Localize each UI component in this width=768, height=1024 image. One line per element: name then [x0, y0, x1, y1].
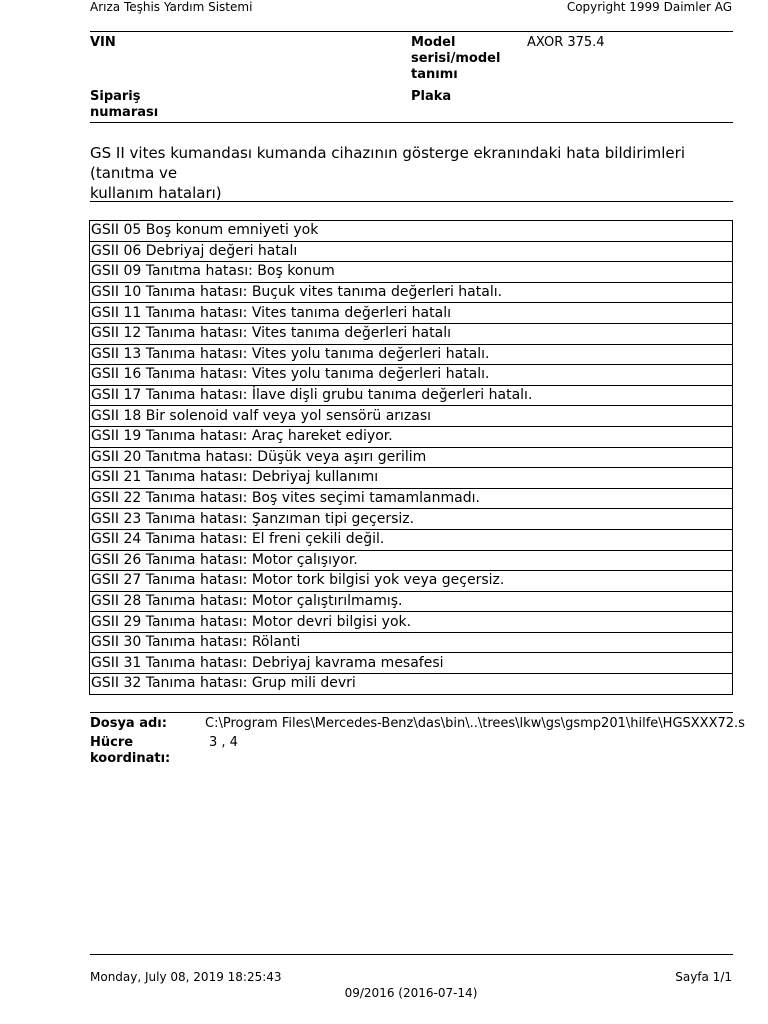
error-code-cell: GSII 18 Bir solenoid valf veya yol sensörü arızası: [90, 406, 733, 427]
error-code-cell: GSII 30 Tanıma hatası: Rölanti: [90, 632, 733, 653]
order-number-label: [90, 89, 158, 121]
model-value: AXOR 375.4: [527, 35, 605, 50]
error-code-cell: GSII 21 Tanıma hatası: Debriyaj kullanımı: [90, 468, 733, 489]
file-name-value: C:\Program Files\Mercedes-Benz\das\bin\..\trees\lkw\gs\gsmp201\hilfe\HGSXXX72.s: [205, 716, 745, 731]
table-row: [90, 406, 733, 427]
table-row: [90, 674, 733, 695]
table-row: [90, 365, 733, 386]
table-row: [90, 262, 733, 283]
copyright-text: Copyright 1999 Daimler AG: [566, 0, 732, 14]
document-title: [90, 143, 730, 203]
error-code-cell: GSII 31 Tanıma hatası: Debriyaj kavrama mesafesi: [90, 653, 733, 674]
table-row: [90, 529, 733, 550]
page-number: Sayfa 1/1: [675, 970, 732, 984]
table-row: [90, 488, 733, 509]
table-row: [90, 509, 733, 530]
order-label-line: numarası: [90, 105, 159, 120]
table-row: [90, 323, 733, 344]
error-code-cell: GSII 09 Tanıtma hatası: Boş konum: [90, 262, 733, 283]
error-code-cell: GSII 26 Tanıma hatası: Motor çalışıyor.: [90, 550, 733, 571]
footer-divider: [90, 954, 733, 955]
table-row: [90, 282, 733, 303]
error-code-cell: GSII 16 Tanıma hatası: Vites yolu tanıma değerleri hatalı.: [90, 365, 733, 386]
error-code-cell: GSII 22 Tanıma hatası: Boş vites seçimi tamamlanmadı.: [90, 488, 733, 509]
error-code-cell: GSII 11 Tanıma hatası: Vites tanıma değerleri hatalı: [90, 303, 733, 324]
error-code-cell: GSII 32 Tanıma hatası: Grup mili devri: [90, 674, 733, 695]
plate-label: Plaka: [411, 89, 452, 104]
table-row: [90, 344, 733, 365]
table-row: [90, 426, 733, 447]
table-row: [90, 241, 733, 262]
document-title-line: kullanım hataları): [90, 184, 222, 202]
header-divider: [90, 31, 733, 32]
table-row: [90, 653, 733, 674]
error-code-cell: GSII 27 Tanıma hatası: Motor tork bilgisi yok veya geçersiz.: [90, 571, 733, 592]
error-code-cell: GSII 06 Debriyaj değeri hatalı: [90, 241, 733, 262]
model-label-line: tanımı: [411, 67, 458, 82]
cell-coordinate-value: 3 , 4: [209, 735, 238, 750]
error-code-cell: GSII 12 Tanıma hatası: Vites tanıma değerleri hatalı: [90, 323, 733, 344]
error-code-cell: GSII 24 Tanıma hatası: El freni çekili değil.: [90, 529, 733, 550]
table-row: [90, 612, 733, 633]
table-row: [90, 447, 733, 468]
table-divider: [90, 712, 733, 713]
cell-coordinate-label: [90, 735, 170, 767]
title-divider: [90, 201, 733, 202]
error-code-cell: GSII 17 Tanıma hatası: İlave dişli grubu tanıma değerleri hatalı.: [90, 385, 733, 406]
cell-label-line: koordinatı:: [90, 751, 171, 766]
error-code-cell: GSII 23 Tanıma hatası: Şanzıman tipi geçersiz.: [90, 509, 733, 530]
model-label-line: Model: [411, 35, 456, 50]
model-label-line: serisi/model: [411, 51, 501, 66]
error-code-cell: GSII 10 Tanıma hatası: Buçuk vites tanıma değerleri hatalı.: [90, 282, 733, 303]
model-label: [411, 35, 500, 83]
error-code-cell: GSII 05 Boş konum emniyeti yok: [90, 221, 733, 242]
app-name: Arıza Teşhis Yardım Sistemi: [90, 0, 253, 14]
document-title-line: GS II vites kumandası kumanda cihazının gösterge ekranındaki hata bildirimleri (tanıtma ve: [90, 144, 685, 182]
cell-label-line: Hücre: [90, 735, 134, 750]
table-row: [90, 468, 733, 489]
error-code-cell: GSII 20 Tanıtma hatası: Düşük veya aşırı gerilim: [90, 447, 733, 468]
version-text: 09/2016 (2016-07-14): [344, 986, 478, 1000]
order-label-line: Sipariş: [90, 89, 141, 104]
file-name-label: Dosya adı:: [90, 716, 167, 731]
table-row: [90, 632, 733, 653]
error-code-cell: GSII 28 Tanıma hatası: Motor çalıştırılmamış.: [90, 591, 733, 612]
print-datetime: Monday, July 08, 2019 18:25:43: [90, 970, 282, 984]
table-row: [90, 385, 733, 406]
table-row: [90, 221, 733, 242]
table-row: [90, 550, 733, 571]
info-divider: [90, 122, 733, 123]
error-code-cell: GSII 13 Tanıma hatası: Vites yolu tanıma değerleri hatalı.: [90, 344, 733, 365]
vin-label: VIN: [90, 35, 116, 50]
error-code-cell: GSII 19 Tanıma hatası: Araç hareket ediyor.: [90, 426, 733, 447]
error-code-cell: GSII 29 Tanıma hatası: Motor devri bilgisi yok.: [90, 612, 733, 633]
error-code-table: [89, 220, 733, 695]
table-row: [90, 571, 733, 592]
table-row: [90, 303, 733, 324]
table-row: [90, 591, 733, 612]
